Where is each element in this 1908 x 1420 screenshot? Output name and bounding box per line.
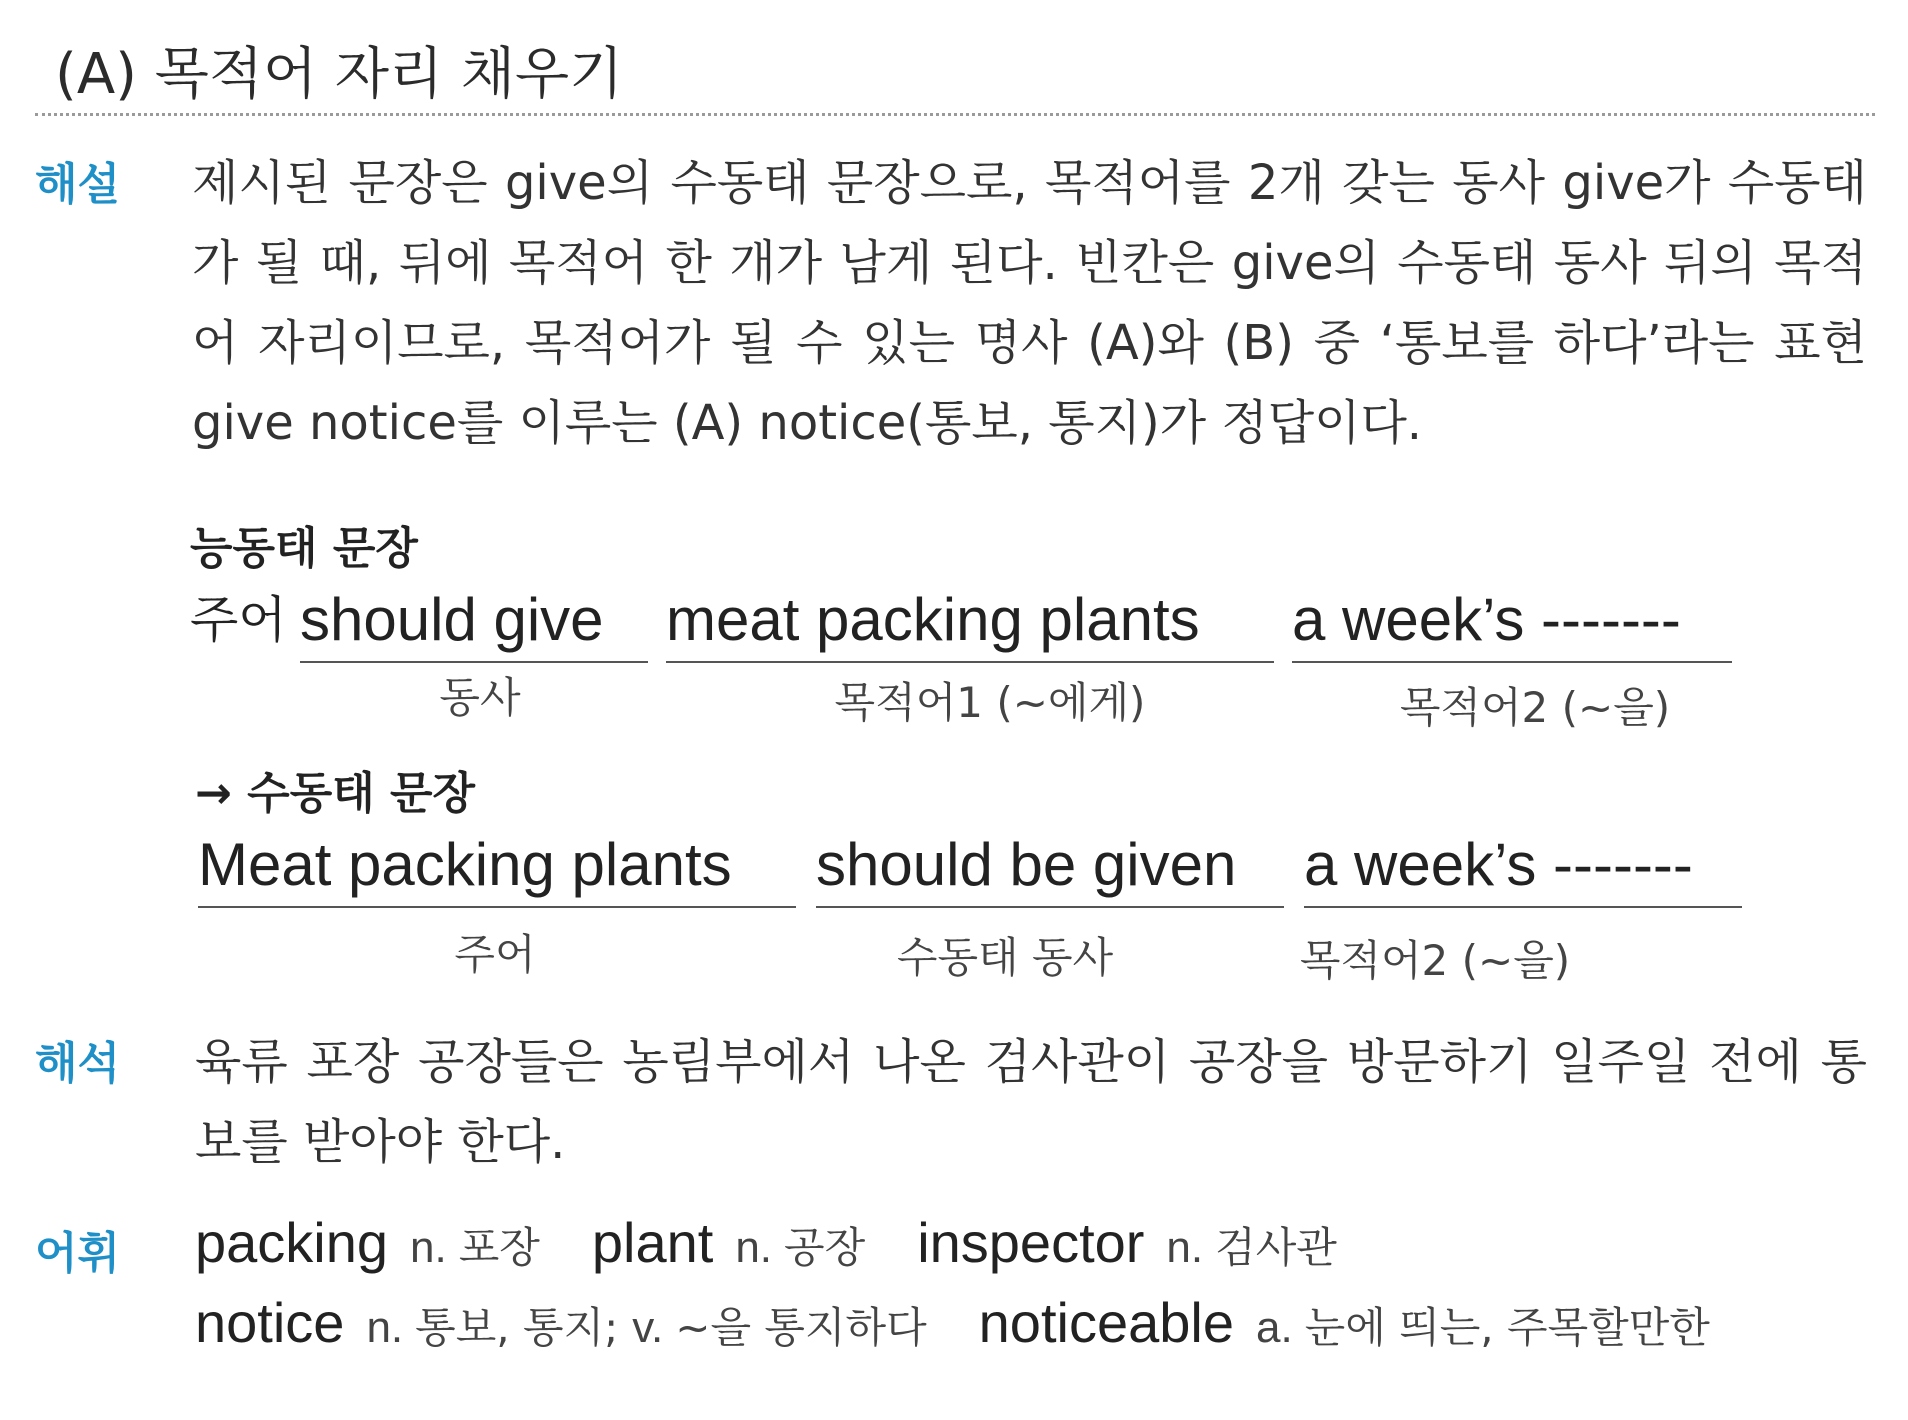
vocab-pos: a. — [1255, 1303, 1293, 1352]
active-sentence-title: 능동태 문장 — [190, 523, 418, 574]
vocab-meaning: 눈에 띄는, 주목할만한 — [1304, 1303, 1710, 1352]
vocab-pos: n. — [366, 1303, 404, 1352]
active-object1: meat packing plants — [666, 585, 1274, 663]
translation-label: 해석 — [35, 1038, 121, 1089]
passive-object2-role: 목적어2 (~을) — [1299, 936, 1571, 985]
active-verb-role: 동사 — [439, 673, 521, 722]
passive-sentence — [198, 830, 1758, 920]
active-object1-role: 목적어1 (~에게) — [834, 678, 1146, 727]
vocab-pos: v. — [632, 1303, 664, 1352]
vocab-word: notice — [195, 1291, 345, 1354]
active-subject: 주어 — [190, 591, 287, 649]
vocab-meaning: 통보, 통지; — [415, 1303, 619, 1352]
passive-sentence-title: → 수동태 문장 — [195, 768, 476, 819]
vocab-word: inspector — [917, 1211, 1145, 1274]
vocab-word: noticeable — [978, 1291, 1234, 1354]
section-heading: (A) 목적어 자리 채우기 — [55, 42, 624, 107]
vocab-pos: n. — [735, 1223, 773, 1272]
translation-text: 육류 포장 공장들은 농림부에서 나온 검사관이 공장을 방문하기 일주일 전에 통보를 받아야 한다. — [195, 1034, 1867, 1170]
dotted-divider — [35, 113, 1875, 116]
passive-verb-role: 수동태 동사 — [896, 933, 1114, 982]
active-object2: a week’s ------- — [1292, 585, 1732, 663]
passive-subject: Meat packing plants — [198, 830, 796, 908]
explanation-text: 제시된 문장은 give의 수동태 문장으로, 목적어를 2개 갖는 동사 give가 수동태가 될 때, 뒤에 목적어 한 개가 남게 된다. 빈칸은 give의 수동태 동사 뒤의 목적어 자리이므로, 목적어가 될 수 있는 명사 (A)와 (B) 중 ‘통보를 하다’라는 표현 give notice를 이루는 (A) notice(통보, 통지)가 정답이다. — [192, 155, 1867, 451]
passive-subject-role: 주어 — [454, 930, 536, 979]
active-verb: should give — [300, 585, 648, 663]
vocabulary-line-2 — [195, 1290, 1710, 1355]
passive-object2: a week’s ------- — [1304, 830, 1742, 908]
passive-verb: should be given — [816, 830, 1284, 908]
vocab-meaning: 공장 — [784, 1223, 866, 1272]
vocab-meaning: 포장 — [458, 1223, 540, 1272]
vocab-meaning: 검사관 — [1215, 1223, 1337, 1272]
active-object2-role: 목적어2 (~을) — [1399, 683, 1671, 732]
vocab-meaning: ~을 통지하다 — [675, 1303, 927, 1352]
vocab-word: packing — [195, 1211, 389, 1274]
active-sentence — [190, 585, 1750, 675]
vocabulary-label: 어휘 — [35, 1228, 121, 1279]
vocab-word: plant — [591, 1211, 714, 1274]
vocab-pos: n. — [1166, 1223, 1204, 1272]
vocabulary-line-1 — [195, 1210, 1337, 1275]
vocab-pos: n. — [410, 1223, 447, 1272]
explanation-label: 해설 — [35, 159, 121, 210]
